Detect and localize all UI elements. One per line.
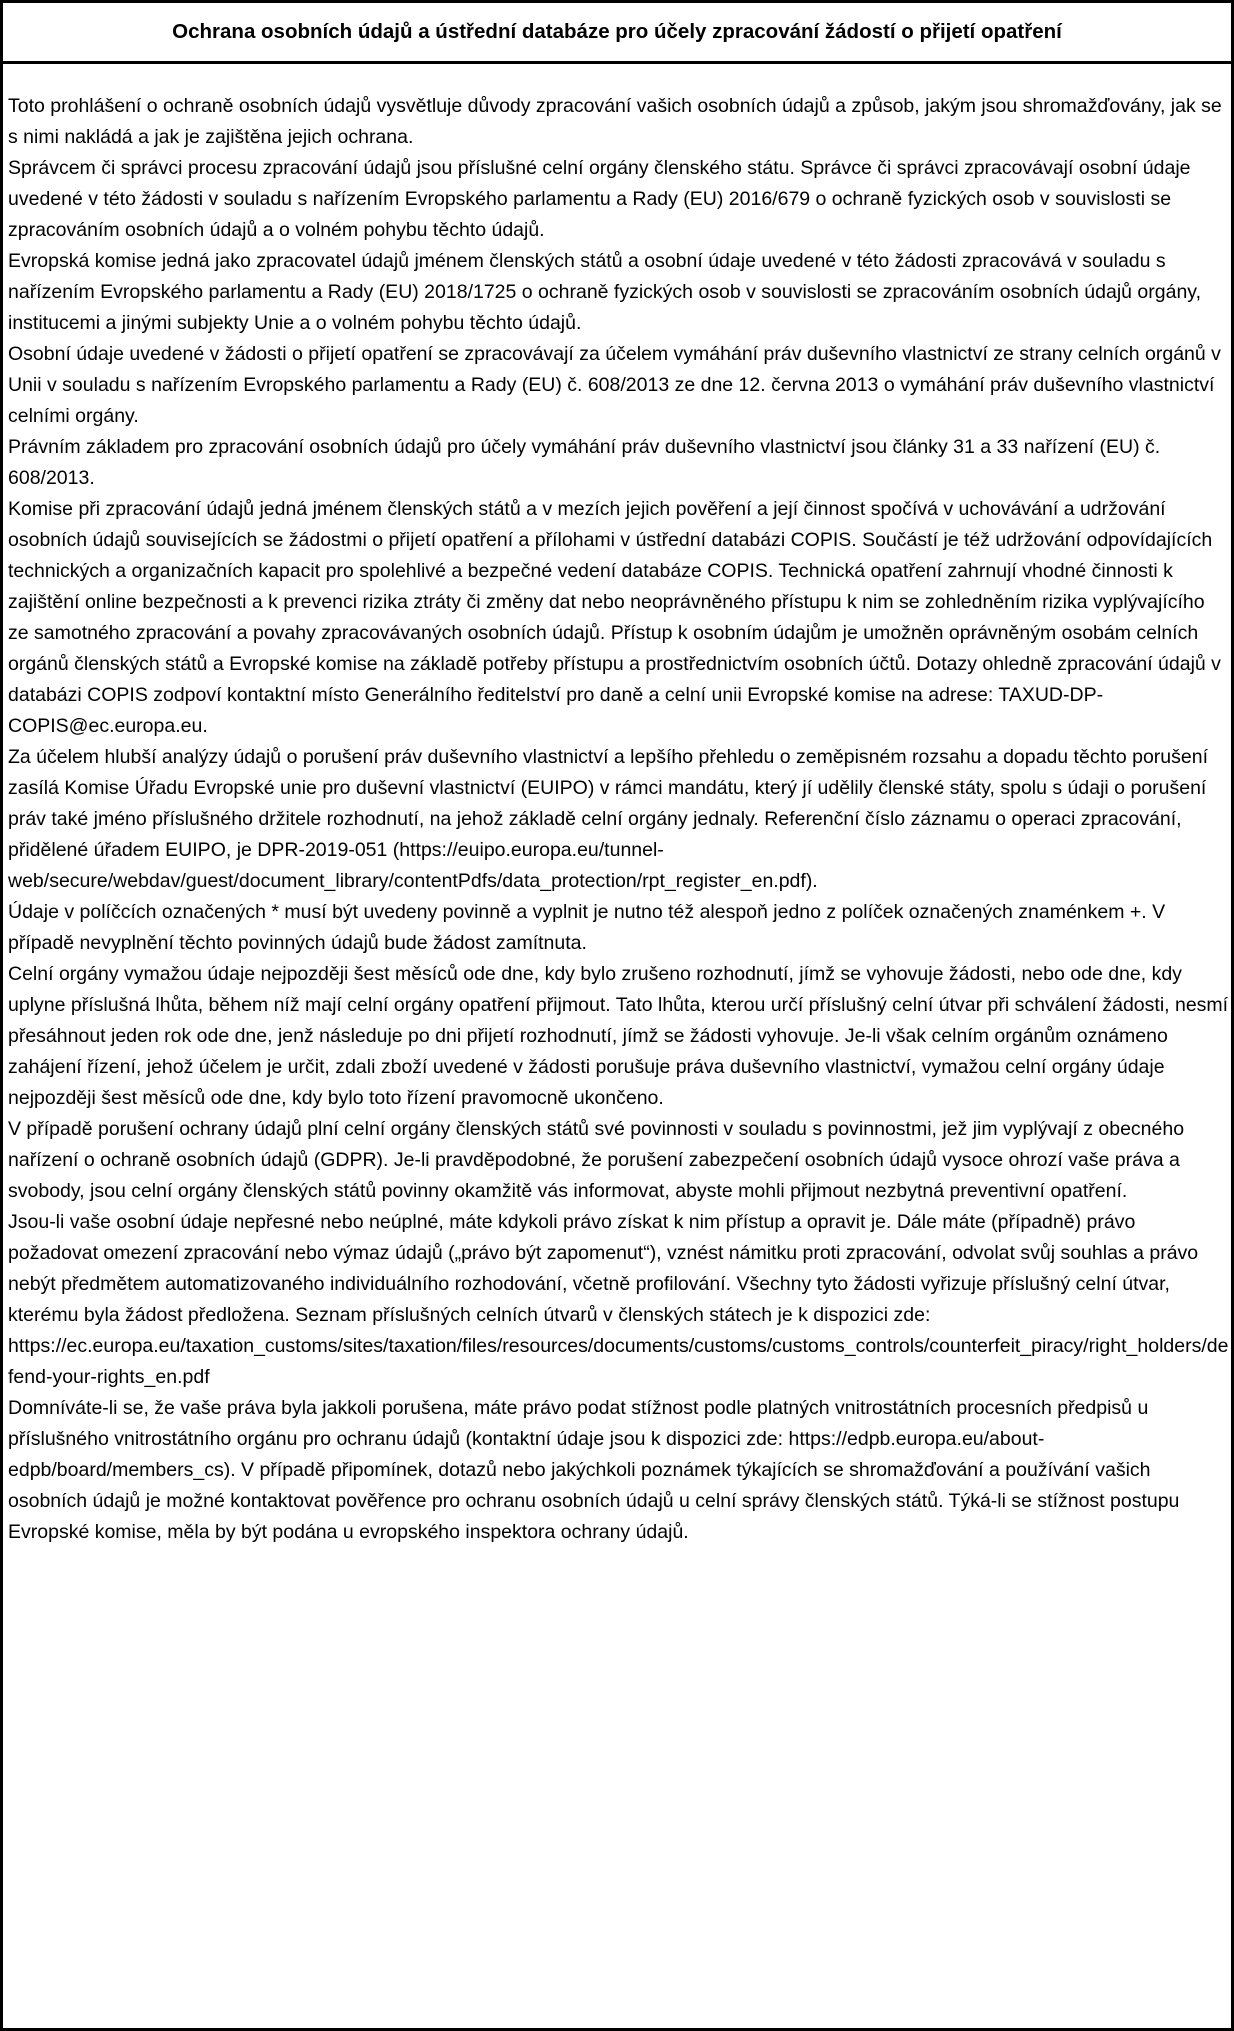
paragraph-legal-basis: Právním základem pro zpracování osobních údajů pro účely vymáhání práv duševního vlastnictví jsou články 31 a 33 nařízení (EU) č. 608/2013.	[8, 436, 1161, 489]
paragraph-retention: Celní orgány vymažou údaje nejpozději šest měsíců ode dne, kdy bylo zrušeno rozhodnutí, jímž se vyhovuje žádosti, nebo ode dne, kdy uplyne příslušná lhůta, během níž mají celní orgány opatření přijmout. Tato lhůta, kterou určí příslušný celní útvar při schválení žádosti, nesmí přesáhnout jeden rok ode dne, jenž následuje po dni přijetí rozhodnutí, jímž se žádosti vyhovuje. Je-li však celním orgánům oznámeno zahájení řízení, jehož účelem je určit, zdali zboží uvedené v žádosti porušuje práva duševního vlastnictví, vymažou celní orgány údaje nejpozději šest měsíců ode dne, kdy bylo toto řízení pravomocně ukončeno.	[8, 963, 1229, 1109]
paragraph-complaints: Domníváte-li se, že vaše práva byla jakkoli porušena, máte právo podat stížnost podle platných vnitrostátních procesních předpisů u příslušného vnitrostátního orgánu pro ochranu údajů (kontaktní údaje jsou k dispozici zde: https://edpb.europa.eu/about-edpb/board/members_cs). V případě připomínek, dotazů nebo jakýchkoli poznámek týkajících se shromažďování a používání vašich osobních údajů je možné kontaktovat pověřence pro ochranu osobních údajů u celní správy členských států. Týká-li se stížnost postupu Evropské komise, měla by být podána u evropského inspektora ochrany údajů.	[8, 1397, 1180, 1543]
paragraph-purpose: Osobní údaje uvedené v žádosti o přijetí opatření se zpracovávají za účelem vymáhání práv duševního vlastnictví ze strany celních orgánů v Unii v souladu s nařízením Evropského parlamentu a Rady (EU) č. 608/2013 ze dne 12. června 2013 o vymáhání práv duševního vlastnictví celními orgány.	[8, 343, 1221, 427]
paragraph-euipo: Za účelem hlubší analýzy údajů o porušení práv duševního vlastnictví a lepšího přehledu o zeměpisném rozsahu a dopadu těchto porušení zasílá Komise Úřadu Evropské unie pro duševní vlastnictví (EUIPO) v rámci mandátu, který jí udělily členské státy, spolu s údaji o porušení práv také jméno příslušného držitele rozhodnutí, na jehož základě celní orgány jednaly. Referenční číslo záznamu o operaci zpracování, přidělené úřadem EUIPO, je DPR-2019-051 (https://euipo.europa.eu/tunnel-web/secure/webdav/guest/document_library/contentPdfs/data_protection/rpt_register_en.pdf).	[8, 746, 1208, 892]
paragraph-controller: Správcem či správci procesu zpracování údajů jsou příslušné celní orgány členského státu. Správce či správci zpracovávají osobní údaje uvedené v této žádosti v souladu s nařízením Evropského parlamentu a Rady (EU) 2016/679 o ochraně fyzických osob v souvislosti se zpracováním osobních údajů a o volném pohybu těchto údajů.	[8, 157, 1191, 241]
paragraph-rights: Jsou-li vaše osobní údaje nepřesné nebo neúplné, máte kdykoli právo získat k nim přístup a opravit je. Dále máte (případně) právo požadovat omezení zpracování nebo výmaz údajů („právo být zapomenut“), vznést námitku proti zpracování, odvolat svůj souhlas a právo nebýt předmětem automatizovaného individuálního rozhodování, včetně profilování. Všechny tyto žádosti vyřizuje příslušný celní útvar, kterému byla žádost předložena. Seznam příslušných celních útvarů v členských státech je k dispozici zde: https://ec.europa.eu/taxation_customs/sites/taxation/files/resources/documents/customs/customs_controls/counterfeit_piracy/right_holders/defend-your-rights_en.pdf	[8, 1211, 1229, 1388]
body-box	[0, 64, 1234, 2031]
paragraph-mandatory-fields: Údaje v políčcích označených * musí být uvedeny povinně a vyplnit je nutno též alespoň jedno z políček označených znaménkem +. V případě nevyplnění těchto povinných údajů bude žádost zamítnuta.	[8, 901, 1166, 954]
title-box	[0, 0, 1234, 64]
document-body	[8, 91, 1230, 1548]
paragraph-processor: Evropská komise jedná jako zpracovatel údajů jménem členských států a osobní údaje uvedené v této žádosti zpracovává v souladu s nařízením Evropského parlamentu a Rady (EU) 2018/1725 o ochraně fyzických osob v souvislosti se zpracováním osobních údajů orgány, institucemi a jinými subjekty Unie a o volném pohybu těchto údajů.	[8, 250, 1202, 334]
paragraph-intro: Toto prohlášení o ochraně osobních údajů vysvětluje důvody zpracování vašich osobních údajů a způsob, jakým jsou shromažďovány, jak se s nimi nakládá a jak je zajištěna jejich ochrana.	[8, 95, 1222, 148]
paragraph-breach: V případě porušení ochrany údajů plní celní orgány členských států své povinnosti v souladu s povinnostmi, jež jim vyplývají z obecného nařízení o ochraně osobních údajů (GDPR). Je-li pravděpodobné, že porušení zabezpečení osobních údajů vysoce ohrozí vaše práva a svobody, jsou celní orgány členských států povinny okamžitě vás informovat, abyste mohli přijmout nezbytná preventivní opatření.	[8, 1118, 1185, 1202]
document-title: Ochrana osobních údajů a ústřední databáze pro účely zpracování žádostí o přijetí opatření	[172, 19, 1062, 43]
paragraph-copis: Komise při zpracování údajů jedná jménem členských států a v mezích jejich pověření a její činnost spočívá v uchovávání a udržování osobních údajů souvisejících se žádostmi o přijetí opatření a přílohami v ústřední databázi COPIS. Součástí je též udržování odpovídajících technických a organizačních kapacit pro spolehlivé a bezpečné vedení databáze COPIS. Technická opatření zahrnují vhodné činnosti k zajištění online bezpečnosti a k prevenci rizika ztráty či změny dat nebo neoprávněného přístupu k nim se zohledněním rizika vyplývajícího ze samotného zpracování a povahy zpracovávaných osobních údajů. Přístup k osobním údajům je umožněn oprávněným osobám celních orgánů členských států a Evropské komise na základě potřeby přístupu a prostřednictvím osobních účtů. Dotazy ohledně zpracování údajů v databázi COPIS zodpoví kontaktní místo Generálního ředitelství pro daně a celní unii Evropské komise na adrese: TAXUD-DP-COPIS@ec.europa.eu.	[8, 498, 1221, 737]
